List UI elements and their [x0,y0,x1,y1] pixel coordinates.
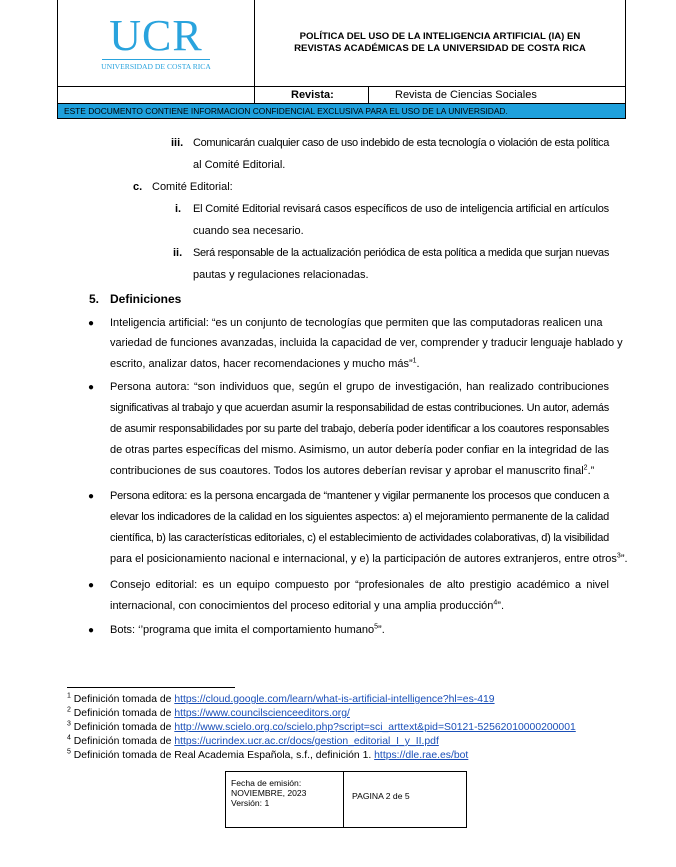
footnote-1 [67,694,495,705]
def-autora-line-2: significativas al trabajo y que acuerdan asumir la responsabilidad de estas contribuciones. Un autor, además [110,402,609,414]
def-consejo-line-1: Consejo editorial: es un equipo compuesto por “profesionales de alto prestigio académico a nivel [110,579,609,591]
footnote-link-2[interactable]: https://www.councilscienceeditors.org/ [174,708,350,719]
logo-divider [102,59,210,60]
def-autora-line-5 [110,465,594,477]
def-autora-line-5-text: contribuciones de sus coautores. Todos los autores deberían revisar y aprobar el manuscrito final [110,465,584,477]
page-number: PAGINA 2 de 5 [352,790,410,801]
def-autora-end: .” [587,465,595,477]
item-c-i-line-1: El Comité Editorial revisará casos específicos de uso de inteligencia artificial en artículos [193,203,609,215]
footnote-link-1[interactable]: https://cloud.google.com/learn/what-is-artificial-intelligence?hl=es-419 [174,694,495,705]
fecha-label: Fecha de emisión: [231,778,302,788]
item-c-marker: c. [133,181,143,193]
revista-value: Revista de Ciencias Sociales [395,89,537,101]
footnote-4 [67,736,439,747]
def-editora-line-1: Persona editora: es la persona encargada de “mantener y vigilar permanente los procesos que conducen a [110,490,609,502]
confidential-banner: ESTE DOCUMENTO CONTIENE INFORMACION CONFIDENCIAL EXCLUSIVA PARA EL USO DE LA UNIVERSIDAD. [58,104,625,118]
item-iii-line-1: Comunicarán cualquier caso de uso indebido de esta tecnología o violación de esta política [193,137,609,149]
footnote-ref-4: 4 [493,599,498,607]
bullet-icon: ● [88,318,95,329]
section-number: 5. [89,292,100,306]
footnote-text: Definición tomada de [73,694,175,705]
revista-blank-cell [58,87,255,103]
footnote-text: Definición tomada de [73,722,175,733]
footnote-ref-3: 3 [616,552,621,560]
footnote-link-3[interactable]: http://www.scielo.org.co/scielo.php?script=sci_arttext&pid=S0121-52562010000200001 [174,722,576,733]
footnote-3 [67,722,576,733]
def-autora-line-1: Persona autora: “son individuos que, según el grupo de investigación, han realizado contribuciones [110,381,609,393]
item-c-ii-marker: ii. [173,247,183,259]
footnote-2 [67,708,350,719]
footnote-ref-1: 1 [412,357,417,365]
revista-row [58,87,625,104]
item-c-i-line-2: cuando sea necesario. [193,225,304,237]
item-iii-marker: iii. [171,137,184,149]
def-ia-line-3 [110,358,420,370]
bullet-icon: ● [88,580,95,591]
ucr-logo [58,0,255,86]
def-bots-line [110,624,385,636]
item-iii-line-2: al Comité Editorial. [193,159,286,171]
def-bots-text: Bots: ‘’programa que imita el comportamiento humano [110,624,375,636]
bullet-icon: ● [88,491,95,502]
def-autora-line-4: de otras partes específicas del mismo. Asimismo, un autor debería poder confiar en la integridad de las [110,444,609,456]
footnote-text: Definición tomada de Real Academia Española, s.f., definición 1. [73,750,375,761]
footnote-5 [67,750,468,761]
footnote-text: Definición tomada de [73,736,175,747]
item-c-i-marker: i. [175,203,182,215]
footnote-number: 4 [67,734,71,742]
item-c-title: Comité Editorial: [152,181,233,193]
section-title: Definiciones [110,292,182,306]
document-title: POLÍTICA DEL USO DE LA INTELIGENCIA ARTIFICIAL (IA) EN REVISTAS ACADÉMICAS DE LA UNIVERSIDAD DE COSTA RICA [294,31,586,54]
item-c-ii-line-1: Será responsable de la actualización periódica de esta política a medida que surjan nuevas [193,247,609,259]
def-consejo-end: ”. [497,600,505,612]
header-top-row [58,0,625,87]
def-editora-line-4 [110,553,628,565]
def-editora-line-3: científica, b) las características editoriales, c) el establecimiento de actividades colaborativas, d) la visibilidad [110,532,609,544]
footnote-link-4[interactable]: https://ucrindex.ucr.ac.cr/docs/gestion_editorial_I_y_II.pdf [174,736,439,747]
footnote-ref-2: 2 [583,464,588,472]
def-ia-line-3-text: escrito, analizar datos, hacer recomendaciones y mucho más” [110,358,413,370]
bullet-icon: ● [88,382,95,393]
footer-metadata [226,772,344,827]
def-autora-line-3: de asumir responsabilidades por su parte del trabajo, debería poder identificar a los coautores responsables [110,423,609,435]
def-editora-line-2: elevar los indicadores de la calidad en los siguientes aspectos: a) el mejoramiento permanente de la calidad [110,511,609,523]
logo-subtext: UNIVERSIDAD DE COSTA RICA [101,61,211,71]
revista-label: Revista: [255,87,369,103]
version-text: Versión: 1 [231,798,270,808]
fecha-value: NOVIEMBRE, 2023 [231,788,307,798]
def-consejo-line-2 [110,600,504,612]
def-editora-end: ”. [620,553,628,565]
def-bots-end: ”. [378,624,385,636]
item-c-ii-line-2: pautas y regulaciones relacionadas. [193,269,369,281]
document-header [57,0,626,119]
page-footer [225,771,467,828]
footnote-number: 2 [67,706,71,714]
footnote-link-5[interactable]: https://dle.rae.es/bot [374,750,469,761]
def-ia-line-1: Inteligencia artificial: “es un conjunto de tecnologías que permiten que las computadoras realicen una [110,317,603,329]
def-editora-line-4-text: para el posicionamiento nacional e internacional, y e) la participación de autores extranjeros, entre otros [110,553,617,565]
footnote-separator [67,687,235,688]
footnote-ref-5: 5 [374,623,379,631]
bullet-icon: ● [88,625,95,636]
footnote-number: 1 [67,692,71,700]
def-consejo-line-2-text: internacional, con conocimientos del proceso editorial y una amplia producción [110,600,494,612]
def-ia-line-2: variedad de funciones avanzadas, incluida la capacidad de ver, comprender y traducir lenguaje hablado y [110,337,623,349]
def-ia-end: . [416,358,420,370]
footnote-number: 5 [67,748,71,756]
footnote-number: 3 [67,720,71,728]
footnote-text: Definición tomada de [73,708,175,719]
logo-text: UCR [109,10,203,60]
